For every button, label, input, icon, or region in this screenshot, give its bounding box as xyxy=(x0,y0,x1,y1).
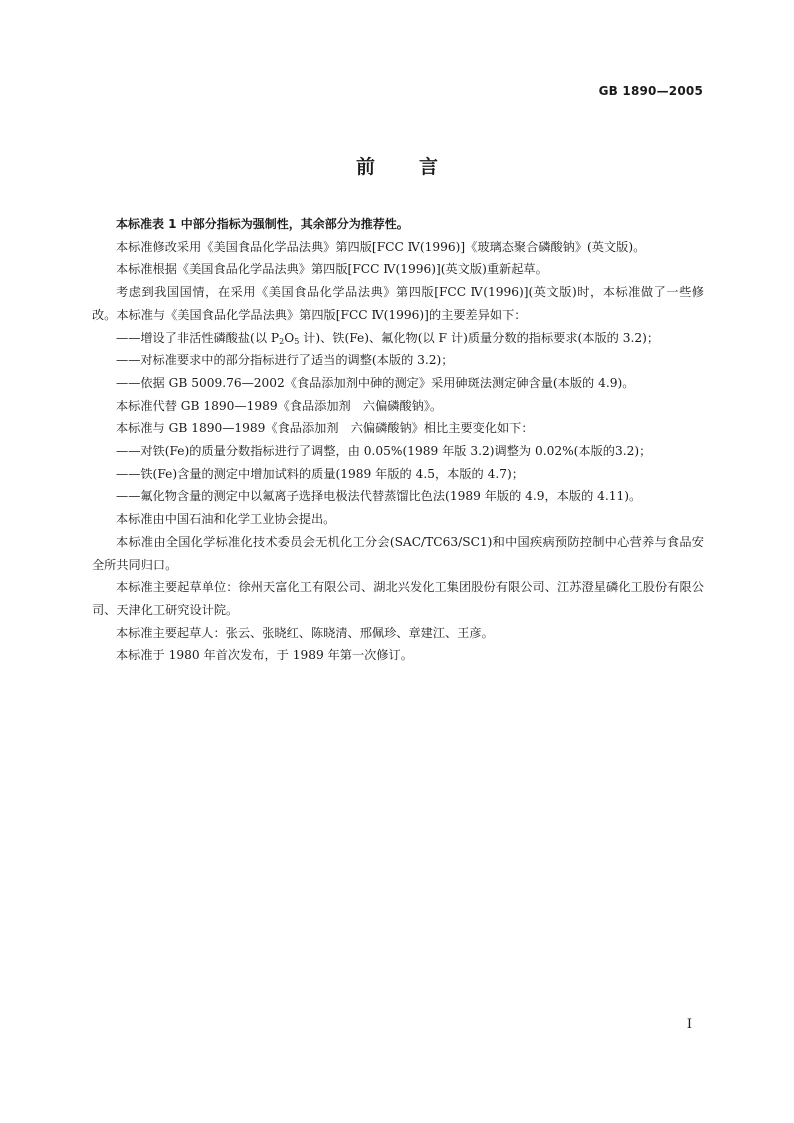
list-item-difference-3: ——依据 GB 5009.76—2002《食品添加剂中砷的测定》采用砷斑法测定砷含量(本版的 4.9)。 xyxy=(116,375,635,390)
paragraph-modifications: 考虑到我国国情，在采用《美国食品化学品法典》第四版[FCC Ⅳ(1996)](英文版)时，本标准做了一些修改。本标准与《美国食品化学品法典》第四版[FCC Ⅳ(1996)]的主要差异如下： xyxy=(92,285,704,322)
page-title: 前言 xyxy=(355,156,482,178)
paragraph-centralized: 本标准由全国化学标准化技术委员会无机化工分会(SAC/TC63/SC1)和中国疾病预防控制中心营养与食品安全所共同归口。 xyxy=(92,534,704,572)
paragraph-history: 本标准于 1980 年首次发布，于 1989 年第一次修订。 xyxy=(116,648,413,663)
page-number: I xyxy=(686,1017,692,1032)
difference-1-text-a: ——增设了非活性磷酸盐(以 P xyxy=(116,330,280,345)
list-item-change-2: ——铁(Fe)含量的测定中增加试料的质量(1989 年版的 4.5，本版的 4.7)； xyxy=(116,466,524,481)
standard-number: GB 1890—2005 xyxy=(598,84,703,98)
difference-1-text-b: O xyxy=(284,330,295,345)
paragraph-drafting-units: 本标准主要起草单位：徐州天富化工有限公司、湖北兴发化工集团股份有限公司、江苏澄星磷化工股份有限公司、天津化工研究设计院。 xyxy=(92,580,704,617)
paragraph-adoption: 本标准修改采用《美国食品化学品法典》第四版[FCC Ⅳ(1996)]《玻璃态聚合磷酸钠》(英文版)。 xyxy=(116,239,646,254)
difference-1-text-c: 计)、铁(Fe)、氟化物(以 F 计)质量分数的指标要求(本版的 3.2)； xyxy=(299,330,660,345)
paragraph-replaces: 本标准代替 GB 1890—1989《食品添加剂 六偏磷酸钠》。 xyxy=(116,398,443,413)
foreword-body xyxy=(92,213,704,667)
paragraph-drafting-basis: 本标准根据《美国食品化学品法典》第四版[FCC Ⅳ(1996)](英文版)重新起草。 xyxy=(116,262,548,277)
difference-1-subscript-5: 5 xyxy=(294,336,300,346)
list-item-difference-2: ——对标准要求中的部分指标进行了适当的调整(本版的 3.2)； xyxy=(116,353,454,368)
paragraph-proposer: 本标准由中国石油和化学工业协会提出。 xyxy=(116,512,336,527)
list-item-change-1: ——对铁(Fe)的质量分数指标进行了调整，由 0.05%(1989 年版 3.2)调整为 0.02%(本版的3.2)； xyxy=(116,444,652,459)
paragraph-changes-intro: 本标准与 GB 1890—1989《食品添加剂 六偏磷酸钠》相比主要变化如下： xyxy=(116,421,534,436)
paragraph-mandatory-note: 本标准表 1 中部分指标为强制性，其余部分为推荐性。 xyxy=(116,217,409,231)
list-item-change-3: ——氟化物含量的测定中以氟离子选择电极法代替蒸馏比色法(1989 年版的 4.9，本版的 4.11)。 xyxy=(116,489,642,504)
difference-1-subscript-2: 2 xyxy=(279,336,285,346)
list-item-difference-1 xyxy=(92,327,704,350)
paragraph-drafters: 本标准主要起草人：张云、张晓红、陈晓清、邢佩珍、章建江、王彦。 xyxy=(116,625,494,640)
